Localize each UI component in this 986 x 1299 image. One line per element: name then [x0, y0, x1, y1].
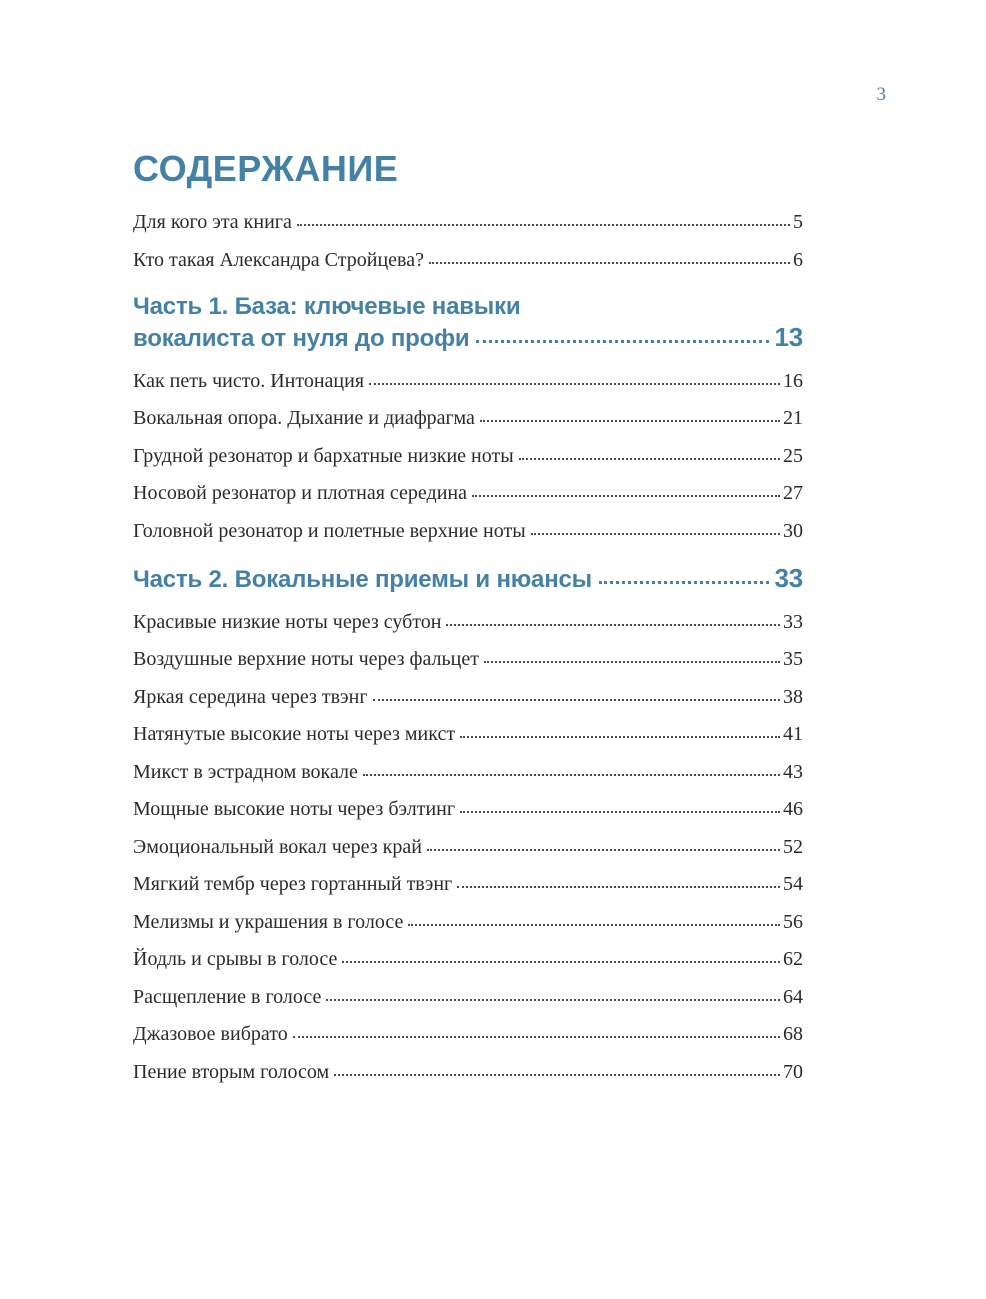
dot-leader [408, 924, 780, 926]
toc-entry-page-number: 68 [783, 1023, 803, 1045]
toc-entry [133, 483, 803, 504]
page-title: СОДЕРЖАНИЕ [133, 148, 399, 189]
dot-leader [297, 224, 790, 226]
dot-leader [369, 383, 780, 385]
dot-leader [326, 999, 780, 1001]
dot-leader [373, 699, 780, 701]
toc-section-line [133, 292, 803, 322]
toc-entry [133, 521, 803, 542]
toc-entry-label: Как петь чисто. Интонация [133, 369, 365, 392]
toc-entry-page-number: 70 [783, 1060, 803, 1083]
toc-entry-label: Носовой резонатор и плотная середина [133, 482, 467, 504]
toc-entry [133, 762, 803, 783]
dot-leader [293, 1036, 780, 1038]
toc-entry-page-number: 35 [783, 648, 803, 670]
dot-leader [531, 533, 780, 535]
toc-entry-label: Для кого эта книга [133, 211, 292, 233]
dot-leader [427, 849, 780, 851]
toc-section-line [133, 563, 803, 595]
toc-entry-page-number: 52 [783, 835, 803, 858]
toc-section-line [133, 322, 803, 354]
toc-entry-label: Красивые низкие ноты через субтон [133, 610, 442, 633]
dot-leader [476, 340, 769, 343]
toc-entry [133, 446, 803, 467]
dot-leader [457, 886, 780, 888]
toc-section-heading [133, 563, 803, 595]
toc-entry [133, 874, 803, 895]
toc-entry-page-number: 62 [783, 948, 803, 970]
toc-entry [133, 837, 803, 858]
dot-leader [519, 458, 780, 460]
dot-leader [460, 811, 780, 813]
toc-list [133, 212, 803, 1083]
toc-entry-label: Воздушные верхние ноты через фальцет [133, 648, 479, 670]
dot-leader [599, 581, 770, 584]
toc-entry-label: Кто такая Александра Стройцева? [133, 248, 424, 271]
toc-entry [133, 949, 803, 970]
toc-entry-label: Вокальная опора. Дыхание и диафрагма [133, 407, 475, 429]
toc-entry [133, 687, 803, 708]
dot-leader [429, 262, 790, 264]
toc-entry [133, 649, 803, 670]
toc-entry [133, 612, 803, 633]
toc-entry-label: Эмоциональный вокал через край [133, 835, 422, 858]
toc-entry [133, 724, 803, 745]
toc-section-label: Часть 2. Вокальные приемы и нюансы [133, 565, 592, 593]
toc-entry-label: Мягкий тембр через гортанный твэнг [133, 873, 453, 895]
toc-entry [133, 987, 803, 1008]
toc-entry [133, 371, 803, 392]
toc-entry-label: Микст в эстрадном вокале [133, 760, 358, 783]
toc-entry [133, 799, 803, 820]
toc-entry-page-number: 64 [783, 985, 803, 1008]
toc-section-label: вокалиста от нуля до профи [133, 324, 470, 352]
toc-entry-label: Головной резонатор и полетные верхние ноты [133, 519, 526, 542]
toc-entry-label: Йодль и срывы в голосе [133, 948, 338, 970]
dot-leader [363, 774, 780, 776]
toc-entry [133, 1062, 803, 1083]
toc-section-label: Часть 1. База: ключевые навыки [133, 292, 521, 320]
toc-section-page-number: 33 [774, 562, 803, 593]
dot-leader [460, 736, 780, 738]
toc-entry-page-number: 30 [783, 519, 803, 542]
toc-entry-page-number: 6 [793, 248, 803, 271]
toc-page-content [133, 148, 803, 1099]
toc-entry-label: Натянутые высокие ноты через микст [133, 723, 456, 745]
dot-leader [484, 661, 780, 663]
dot-leader [480, 420, 780, 422]
toc-entry-page-number: 5 [793, 211, 803, 233]
toc-entry-label: Пение вторым голосом [133, 1060, 330, 1083]
toc-section-heading [133, 292, 803, 354]
toc-entry-label: Джазовое вибрато [133, 1023, 288, 1045]
toc-entry-page-number: 16 [783, 369, 803, 392]
toc-section-page-number: 13 [774, 321, 803, 352]
toc-entry-page-number: 27 [783, 482, 803, 504]
toc-entry-label: Расщепление в голосе [133, 985, 322, 1008]
toc-entry-page-number: 41 [783, 723, 803, 745]
toc-entry-page-number: 43 [783, 760, 803, 783]
dot-leader [342, 961, 780, 963]
toc-entry-label: Мелизмы и украшения в голосе [133, 910, 404, 933]
corner-page-number: 3 [876, 84, 886, 105]
toc-entry-page-number: 25 [783, 444, 803, 467]
toc-entry [133, 1024, 803, 1045]
toc-entry [133, 212, 803, 233]
toc-entry-page-number: 21 [783, 407, 803, 429]
toc-entry [133, 912, 803, 933]
toc-entry-page-number: 56 [783, 910, 803, 933]
dot-leader [472, 495, 780, 497]
toc-entry-label: Мощные высокие ноты через бэлтинг [133, 798, 456, 820]
toc-entry-page-number: 54 [783, 873, 803, 895]
toc-entry-label: Яркая середина через твэнг [133, 685, 368, 708]
toc-entry [133, 408, 803, 429]
toc-entry-page-number: 33 [783, 610, 803, 633]
toc-entry [133, 250, 803, 271]
dot-leader [334, 1074, 780, 1076]
toc-entry-label: Грудной резонатор и бархатные низкие ноты [133, 444, 514, 467]
dot-leader [446, 624, 780, 626]
toc-entry-page-number: 38 [783, 685, 803, 708]
toc-entry-page-number: 46 [783, 798, 803, 820]
